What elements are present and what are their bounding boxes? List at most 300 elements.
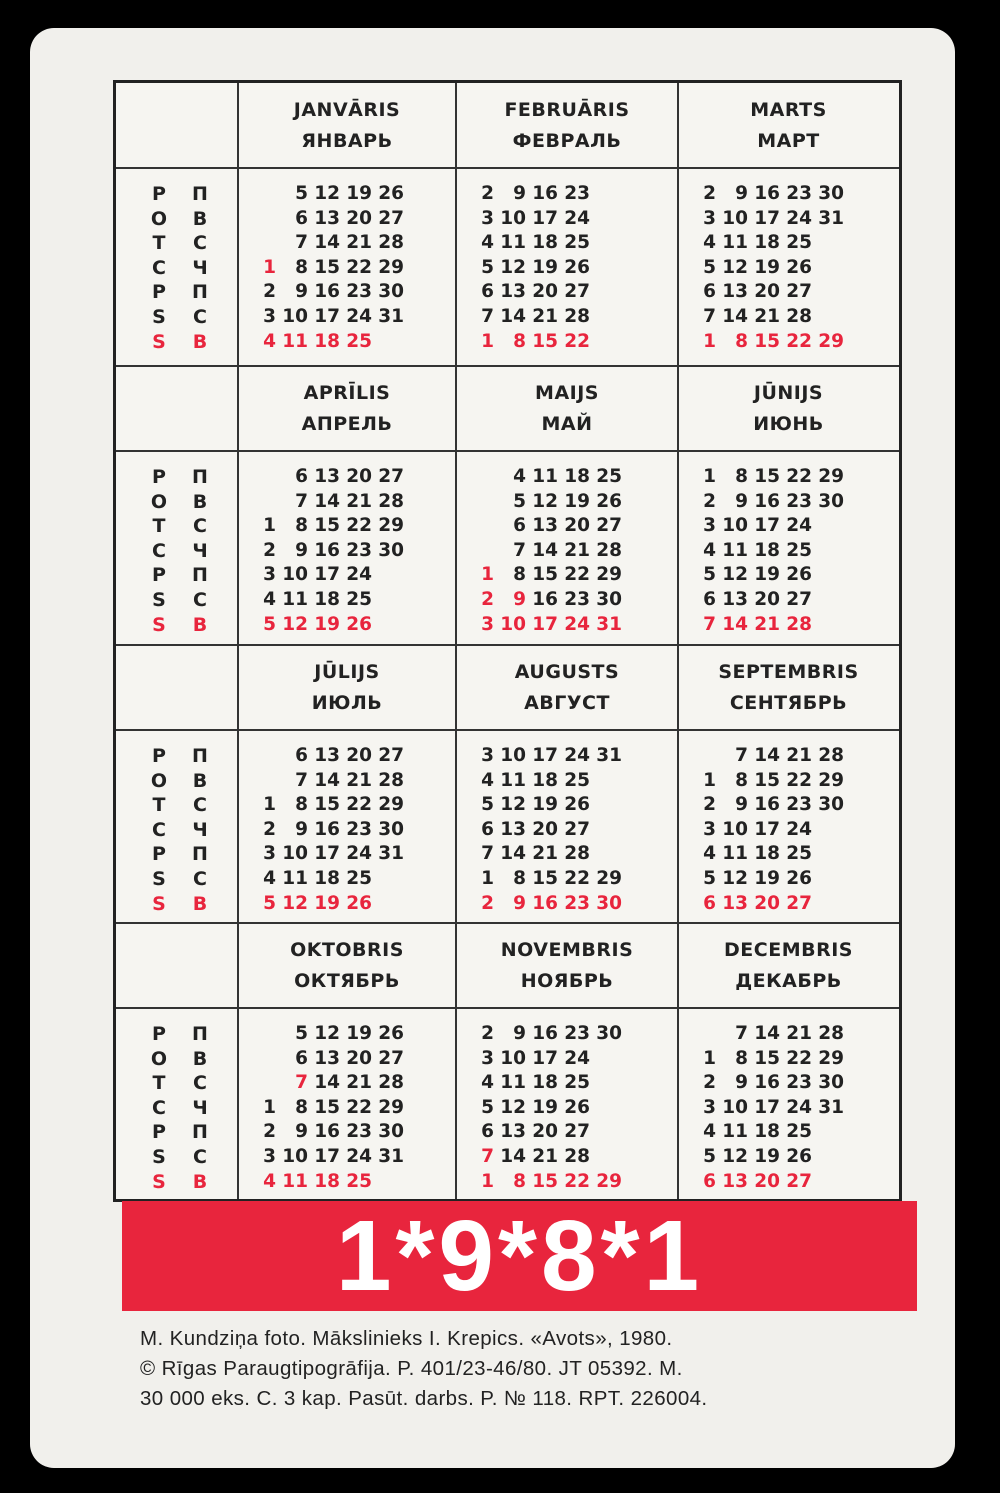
day-cell: 6 — [703, 281, 716, 303]
day-cell: 11 — [722, 1121, 748, 1143]
week-row — [238, 793, 456, 818]
day-cell: 7 — [703, 306, 716, 327]
day-cell: 22 — [786, 769, 812, 791]
day-cell: 23 — [786, 183, 812, 204]
day-cell: 3 — [263, 564, 276, 586]
day-cell: 17 — [314, 564, 340, 586]
day-cell: 22 — [564, 868, 590, 889]
day-cell: 29 — [818, 1047, 844, 1069]
day-cell: 26 — [786, 1146, 812, 1167]
credits-line-2: © Rīgas Paraugtipogrāfija. P. 401/23-46/80. JT 05392. M. — [140, 1357, 683, 1380]
month-name-ru: АВГУСТ — [524, 692, 610, 714]
weekday-label-ru: П — [192, 843, 208, 866]
day-cell: 12 — [532, 490, 558, 512]
week-row — [678, 1071, 899, 1096]
weekday-label-lv: S — [152, 1170, 166, 1193]
day-cell: 2 — [263, 281, 276, 303]
day-cell: 27 — [564, 818, 590, 840]
calendar-grid — [113, 80, 902, 1202]
day-cell: 2 — [263, 818, 276, 840]
day-cell: 24 — [786, 818, 812, 840]
day-cell: 15 — [314, 1096, 340, 1118]
day-cell: 2 — [703, 183, 716, 204]
month-name-lv: FEBRUĀRIS — [504, 99, 630, 121]
day-cell: 20 — [346, 745, 372, 766]
day-cell: 17 — [754, 207, 780, 229]
day-cell: 24 — [346, 564, 372, 586]
day-cell: 5 — [703, 564, 716, 586]
week-row — [238, 305, 456, 330]
grid-hline — [116, 450, 899, 452]
day-cell: 1 — [481, 868, 494, 889]
day-cell: 3 — [703, 1096, 716, 1118]
day-cell: 2 — [481, 1023, 494, 1044]
day-cell: 10 — [500, 207, 526, 229]
day-cell: 24 — [564, 613, 590, 635]
day-cell: 2 — [263, 1121, 276, 1143]
weekday-label-lv: S — [152, 1146, 166, 1168]
week-row — [456, 182, 678, 207]
day-cell: 20 — [754, 589, 780, 610]
month-name-ru: ИЮНЬ — [753, 413, 824, 435]
week-row — [456, 1071, 678, 1096]
month-header — [456, 95, 678, 157]
day-cell: 8 — [513, 564, 526, 586]
day-cell: 29 — [378, 515, 404, 537]
day-cell: 13 — [500, 818, 526, 840]
day-cell: 18 — [314, 1170, 340, 1192]
day-cell: 28 — [378, 232, 404, 254]
day-cell: 16 — [314, 281, 340, 303]
week-row — [238, 1145, 456, 1170]
day-cell: 19 — [532, 794, 558, 816]
day-cell: 6 — [703, 589, 716, 610]
month-header — [456, 935, 678, 997]
day-cell: 28 — [564, 306, 590, 327]
week-row — [678, 1047, 899, 1072]
day-cell: 21 — [346, 232, 372, 254]
day-cell: 18 — [314, 589, 340, 610]
week-row — [456, 563, 678, 588]
day-cell: 18 — [532, 769, 558, 791]
day-cell: 28 — [818, 1023, 844, 1044]
grid-hline — [116, 644, 899, 646]
day-cell: 13 — [500, 1121, 526, 1143]
month-name-lv: NOVEMBRIS — [500, 939, 634, 961]
day-cell: 28 — [786, 613, 812, 635]
day-cell: 22 — [786, 330, 812, 352]
day-cell: 3 — [703, 207, 716, 229]
day-cell: 5 — [703, 1146, 716, 1167]
weekday-label-lv: C — [152, 256, 166, 279]
day-cell: 20 — [754, 281, 780, 303]
day-cell: 11 — [722, 232, 748, 254]
day-cell: 7 — [295, 769, 308, 791]
weekday-label-ru: В — [192, 207, 208, 230]
day-cell: 15 — [754, 466, 780, 487]
week-row — [678, 588, 899, 613]
day-cell: 19 — [346, 1023, 372, 1044]
week-row — [238, 256, 456, 281]
day-cell: 4 — [703, 843, 716, 865]
day-cell: 31 — [818, 207, 844, 229]
day-cell: 25 — [786, 232, 812, 254]
weekday-label-ru: С — [193, 794, 207, 817]
day-cell: 31 — [378, 306, 404, 327]
day-cell: 16 — [754, 490, 780, 512]
day-cell: 8 — [513, 330, 526, 352]
day-cell: 20 — [532, 818, 558, 840]
day-cell: 31 — [378, 843, 404, 865]
day-cell: 20 — [346, 466, 372, 487]
week-row — [678, 465, 899, 490]
week-row — [456, 1170, 678, 1195]
day-cell: 30 — [378, 818, 404, 840]
month-name-ru: МАЙ — [541, 413, 593, 435]
weekday-label-ru: В — [192, 769, 208, 792]
day-cell: 10 — [722, 207, 748, 229]
day-cell: 26 — [564, 1096, 590, 1118]
day-cell: 16 — [532, 183, 558, 204]
print-credits — [140, 1324, 930, 1414]
day-cell: 1 — [481, 564, 494, 586]
day-cell: 29 — [818, 330, 844, 352]
day-cell: 24 — [346, 306, 372, 327]
day-cell: 30 — [818, 490, 844, 512]
day-cell: 8 — [513, 868, 526, 889]
month-name-ru: ЯНВАРЬ — [301, 130, 393, 152]
week-row — [678, 867, 899, 892]
day-cell: 9 — [513, 589, 526, 610]
weekday-label-ru: П — [192, 1121, 208, 1144]
weekday-label-lv: P — [152, 564, 166, 587]
day-cell: 19 — [314, 892, 340, 914]
grid-hline — [116, 167, 899, 169]
week-row — [238, 465, 456, 490]
week-row — [238, 588, 456, 613]
day-cell: 22 — [346, 1096, 372, 1118]
day-cell: 2 — [263, 539, 276, 561]
day-cell: 29 — [818, 466, 844, 487]
day-cell: 5 — [295, 1023, 308, 1044]
day-cell: 1 — [703, 466, 716, 487]
day-cell: 26 — [786, 256, 812, 278]
day-cell: 23 — [346, 1121, 372, 1143]
week-row — [678, 769, 899, 794]
day-cell: 5 — [295, 183, 308, 204]
day-cell: 23 — [786, 490, 812, 512]
day-cell: 24 — [786, 207, 812, 229]
day-cell: 29 — [818, 769, 844, 791]
week-row — [678, 490, 899, 515]
day-cell: 15 — [754, 769, 780, 791]
week-row — [238, 182, 456, 207]
day-cell: 7 — [295, 232, 308, 254]
day-cell: 5 — [703, 256, 716, 278]
day-cell: 25 — [786, 1121, 812, 1143]
month-name-ru: ФЕВРАЛЬ — [512, 130, 622, 152]
month-header — [456, 378, 678, 440]
day-cell: 19 — [532, 1096, 558, 1118]
day-cell: 4 — [703, 1121, 716, 1143]
day-cell: 3 — [263, 306, 276, 327]
week-row — [456, 514, 678, 539]
weekday-label-ru: П — [192, 1023, 208, 1045]
week-row — [456, 305, 678, 330]
weekday-label-ru: С — [193, 306, 207, 328]
day-cell: 23 — [564, 1023, 590, 1044]
week-row — [238, 744, 456, 769]
day-cell: 14 — [314, 1072, 340, 1094]
week-row — [678, 305, 899, 330]
day-cell: 19 — [314, 613, 340, 635]
day-cell: 25 — [346, 1170, 372, 1192]
month-name-lv: SEPTEMBRIS — [718, 661, 859, 683]
day-cell: 17 — [532, 207, 558, 229]
day-cell: 1 — [263, 794, 276, 816]
day-cell: 7 — [703, 613, 716, 635]
weekday-label-lv: C — [152, 539, 166, 562]
day-cell: 9 — [295, 539, 308, 561]
week-row — [238, 1071, 456, 1096]
day-cell: 5 — [481, 794, 494, 816]
week-row — [238, 818, 456, 843]
month-name-ru: АПРЕЛЬ — [301, 413, 393, 435]
day-cell: 21 — [564, 539, 590, 561]
weekday-label-lv: T — [152, 515, 166, 538]
day-cell: 3 — [703, 515, 716, 537]
day-cell: 12 — [282, 613, 308, 635]
week-row — [678, 256, 899, 281]
week-row — [456, 867, 678, 892]
day-cell: 7 — [295, 1072, 308, 1094]
month-name-lv: MAIJS — [535, 382, 599, 404]
day-cell: 12 — [500, 256, 526, 278]
day-cell: 19 — [754, 564, 780, 586]
day-cell: 17 — [314, 1146, 340, 1167]
day-cell: 9 — [735, 1072, 748, 1094]
week-row — [238, 280, 456, 305]
weekday-label-lv: P — [152, 745, 166, 767]
week-row — [238, 769, 456, 794]
month-name-ru: ОКТЯБРЬ — [294, 970, 400, 992]
day-cell: 23 — [786, 794, 812, 816]
day-cell: 21 — [346, 1072, 372, 1094]
day-cell: 7 — [295, 490, 308, 512]
weekday-label-lv: T — [152, 232, 166, 255]
day-cell: 27 — [786, 892, 812, 914]
month-name-lv: OKTOBRIS — [290, 939, 404, 961]
day-cell: 5 — [513, 490, 526, 512]
month-name-lv: DECEMBRIS — [724, 939, 853, 961]
day-cell: 27 — [786, 281, 812, 303]
weekday-label-lv: O — [150, 769, 168, 792]
day-cell: 23 — [346, 818, 372, 840]
day-cell: 21 — [786, 1023, 812, 1044]
day-cell: 17 — [532, 613, 558, 635]
day-cell: 19 — [532, 256, 558, 278]
weekday-label-lv: T — [152, 794, 166, 817]
weekday-label-lv: P — [152, 466, 166, 488]
day-cell: 18 — [754, 1121, 780, 1143]
day-cell: 11 — [282, 589, 308, 610]
day-cell: 23 — [564, 183, 590, 204]
day-cell: 6 — [481, 818, 494, 840]
day-cell: 8 — [295, 794, 308, 816]
day-cell: 18 — [314, 868, 340, 889]
day-cell: 20 — [754, 1170, 780, 1192]
weekday-label-ru: С — [193, 868, 207, 890]
day-cell: 6 — [703, 892, 716, 914]
day-cell: 23 — [346, 281, 372, 303]
weekday-label-lv: P — [152, 281, 166, 304]
day-cell: 7 — [481, 843, 494, 865]
week-row — [456, 769, 678, 794]
day-cell: 21 — [532, 843, 558, 865]
day-cell: 9 — [295, 281, 308, 303]
day-cell: 16 — [754, 183, 780, 204]
week-row — [678, 793, 899, 818]
week-row — [238, 1096, 456, 1121]
day-cell: 30 — [818, 1072, 844, 1094]
day-cell: 20 — [346, 1047, 372, 1069]
day-cell: 4 — [703, 232, 716, 254]
day-cell: 4 — [263, 330, 276, 352]
day-cell: 25 — [564, 232, 590, 254]
weekday-label-ru: Ч — [192, 256, 208, 279]
day-cell: 14 — [500, 843, 526, 865]
week-row — [238, 539, 456, 564]
day-cell: 1 — [481, 1170, 494, 1192]
weekday-label-ru: С — [193, 232, 207, 255]
day-cell: 10 — [282, 843, 308, 865]
day-cell: 25 — [564, 1072, 590, 1094]
week-row — [456, 490, 678, 515]
day-cell: 21 — [786, 745, 812, 766]
day-cell: 6 — [295, 745, 308, 766]
weekday-label-ru: П — [192, 745, 208, 767]
day-cell: 30 — [378, 281, 404, 303]
day-cell: 11 — [722, 539, 748, 561]
day-cell: 8 — [735, 330, 748, 352]
month-header — [678, 95, 899, 157]
day-cell: 4 — [263, 589, 276, 610]
day-cell: 26 — [786, 868, 812, 889]
week-row — [678, 1170, 899, 1195]
day-cell: 13 — [314, 466, 340, 487]
weekday-label-lv: C — [152, 1096, 166, 1119]
day-cell: 3 — [481, 745, 494, 766]
weekday-label-lv: P — [152, 183, 166, 205]
month-name-lv: JANVĀRIS — [293, 99, 401, 121]
weekday-label-lv: S — [152, 892, 166, 915]
grid-hline — [116, 729, 899, 731]
day-cell: 2 — [481, 892, 494, 914]
weekday-label-lv: P — [152, 1121, 166, 1144]
day-cell: 18 — [532, 1072, 558, 1094]
day-cell: 25 — [786, 539, 812, 561]
day-cell: 5 — [263, 613, 276, 635]
weekday-label-lv: O — [150, 207, 168, 230]
grid-hline — [116, 1007, 899, 1009]
weekday-label-lv: S — [152, 306, 166, 328]
week-row — [678, 613, 899, 638]
day-cell: 21 — [346, 490, 372, 512]
week-row — [678, 892, 899, 917]
day-cell: 15 — [532, 330, 558, 352]
day-cell: 19 — [564, 490, 590, 512]
day-cell: 19 — [346, 183, 372, 204]
grid-hline — [116, 365, 899, 367]
day-cell: 14 — [722, 613, 748, 635]
day-cell: 3 — [263, 843, 276, 865]
day-cell: 16 — [532, 589, 558, 610]
day-cell: 25 — [596, 466, 622, 487]
day-cell: 30 — [818, 794, 844, 816]
month-name-lv: JŪNIJS — [753, 382, 824, 404]
week-row — [238, 563, 456, 588]
day-cell: 6 — [295, 466, 308, 487]
day-cell: 20 — [564, 515, 590, 537]
weekday-label-ru: С — [193, 515, 207, 538]
day-cell: 6 — [481, 281, 494, 303]
day-cell: 15 — [754, 330, 780, 352]
weekday-label-lv: S — [152, 868, 166, 890]
day-cell: 25 — [346, 589, 372, 610]
day-cell: 1 — [703, 330, 716, 352]
day-cell: 12 — [722, 868, 748, 889]
weekday-label-ru: П — [192, 466, 208, 488]
day-cell: 20 — [754, 892, 780, 914]
day-cell: 7 — [513, 539, 526, 561]
day-cell: 12 — [722, 1146, 748, 1167]
month-name-lv: APRĪLIS — [303, 382, 391, 404]
weekday-label-lv: P — [152, 843, 166, 866]
day-cell: 21 — [532, 1146, 558, 1167]
day-cell: 26 — [564, 794, 590, 816]
week-row — [456, 818, 678, 843]
day-cell: 30 — [378, 539, 404, 561]
day-cell: 26 — [596, 490, 622, 512]
day-cell: 3 — [703, 818, 716, 840]
week-row — [456, 231, 678, 256]
day-cell: 8 — [295, 1096, 308, 1118]
day-cell: 9 — [735, 183, 748, 204]
weekday-label-lv: S — [152, 330, 166, 353]
day-cell: 22 — [786, 1047, 812, 1069]
day-cell: 3 — [481, 207, 494, 229]
day-cell: 25 — [786, 843, 812, 865]
day-cell: 25 — [346, 330, 372, 352]
day-cell: 6 — [703, 1170, 716, 1192]
day-cell: 12 — [282, 892, 308, 914]
weekday-label-ru: В — [192, 892, 208, 915]
weekday-label-ru: В — [192, 330, 208, 353]
weekday-label-ru: П — [192, 564, 208, 587]
month-header — [238, 657, 456, 719]
day-cell: 5 — [481, 1096, 494, 1118]
week-row — [238, 867, 456, 892]
week-row — [456, 1120, 678, 1145]
day-cell: 11 — [722, 843, 748, 865]
credits-line-1: M. Kundziņa foto. Mākslinieks I. Krepics. «Avots», 1980. — [140, 1327, 673, 1350]
day-cell: 17 — [532, 745, 558, 766]
day-cell: 5 — [263, 892, 276, 914]
day-cell: 28 — [596, 539, 622, 561]
day-cell: 5 — [703, 868, 716, 889]
day-cell: 18 — [754, 539, 780, 561]
month-name-ru: ДЕКАБРЬ — [735, 970, 842, 992]
